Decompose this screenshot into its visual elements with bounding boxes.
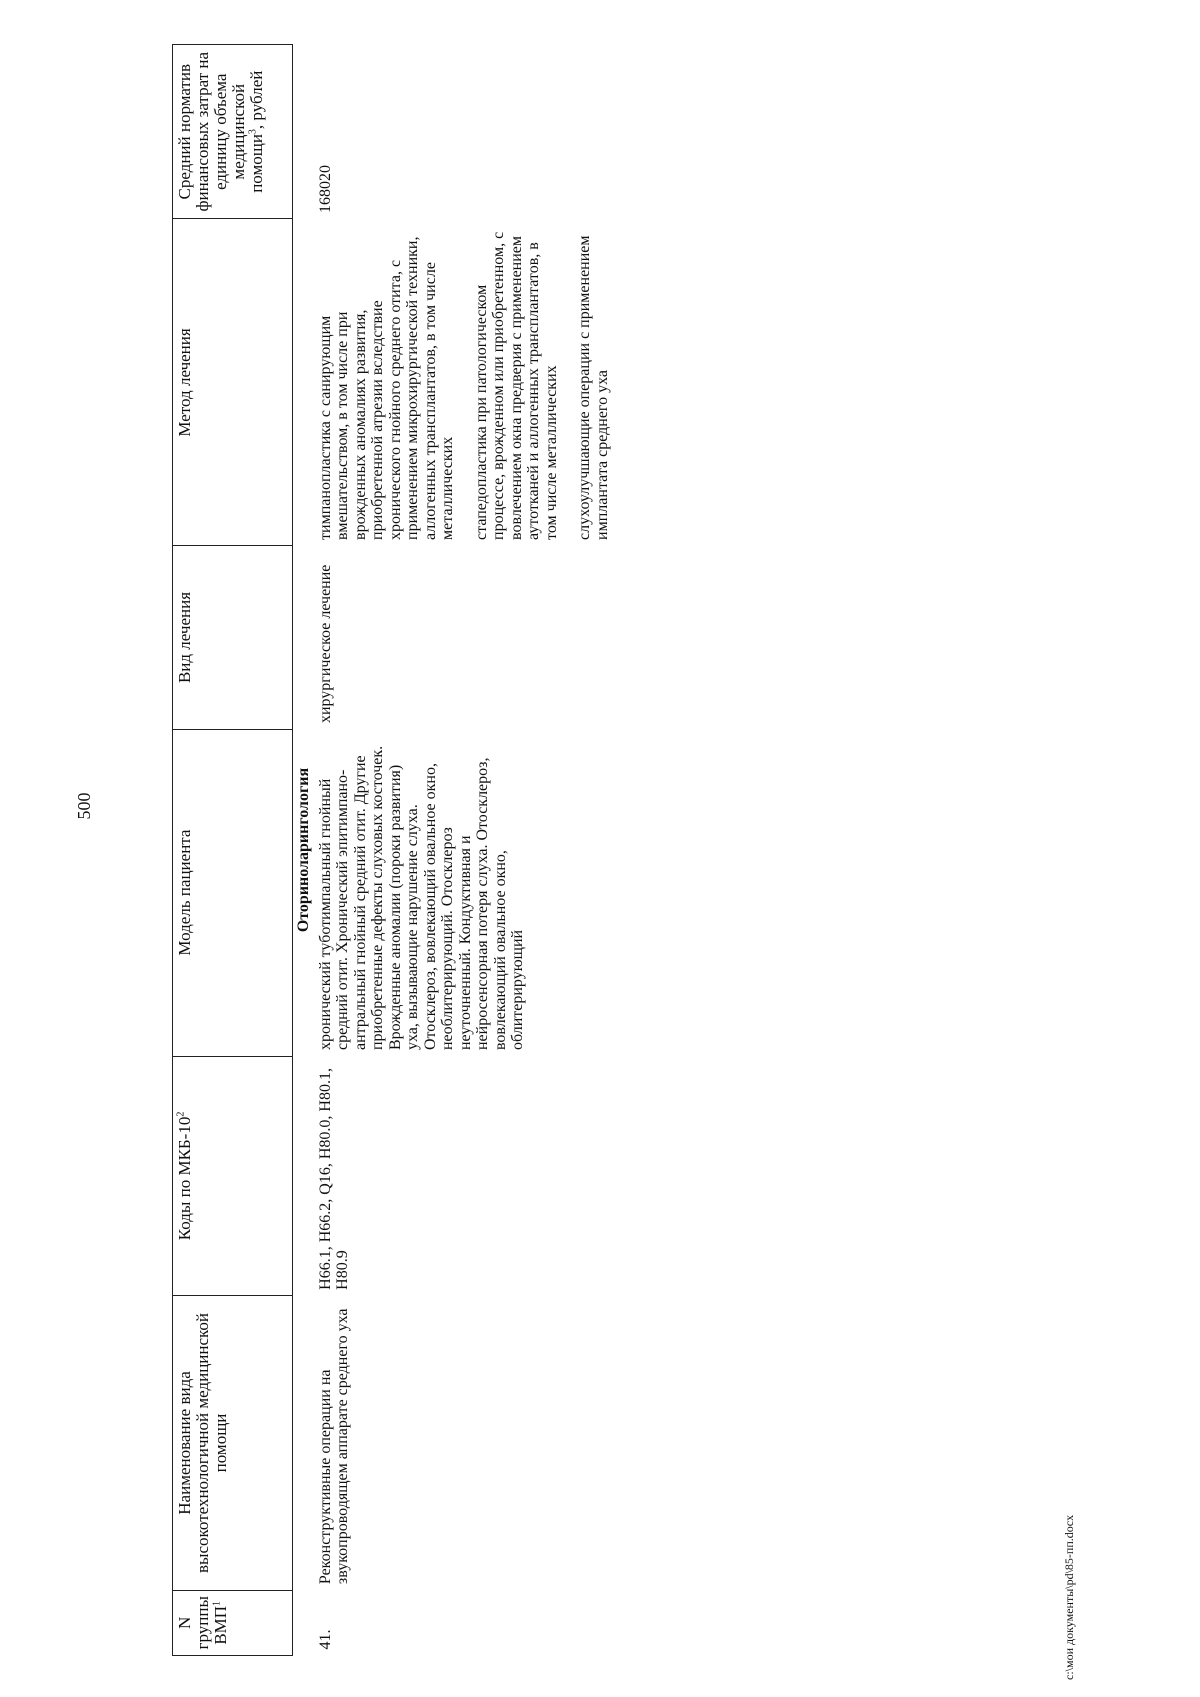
section-row (293, 45, 315, 1656)
method-item-3: слухоулучшающие операции с применением имплантата среднего уха (576, 235, 611, 540)
footer-file-path: c:\мои документы\pd\85-пп.docx (1062, 1514, 1076, 1680)
cell-methods (315, 219, 630, 546)
header-model: Модель пациента (173, 729, 293, 1056)
header-method: Метод лечения (173, 219, 293, 546)
cell-type: хирургическое лечение (316, 564, 334, 724)
cell-name: Реконструктивные операции на звукопроводящем аппарате среднего уха (316, 1308, 351, 1585)
header-group: N группы ВМП$^1$ (173, 1590, 293, 1655)
header-type: Вид лечения (173, 546, 293, 729)
page-number: 500 (74, 792, 94, 820)
section-title: Оториноларингология (295, 767, 312, 933)
cell-model: хронический туботимпальный гнойный средний отит. Хронический эпитимпано-антральный гнойный средний отит. Другие приобретенные дефекты слуховых косточек. Врожденные аномалии (пороки развития) уха, вызывающие нарушение слуха. Отосклероз, вовлекающий овальное окно, необлитерирующий. Отосклероз неуточненный. Кондуктивная и нейросенсорная потеря слуха. Отосклероз, вовлекающий овальное окно, облитерирующий (316, 745, 526, 1051)
vmp-table (172, 44, 629, 1656)
cell-cost: 168020 (316, 164, 334, 213)
header-codes: Коды по МКБ-$10^2$ (173, 1056, 293, 1296)
header-name: Наименование вида высокотехнологичной медицинской помощи (173, 1296, 293, 1590)
rotated-table-sheet (172, 44, 1172, 1656)
table-row (315, 45, 630, 1656)
method-item-1: тимпанопластика с санирующим вмешательством, в том числе при врожденных аномалиях развития, приобретенной атрезии вследствие хронического гнойного среднего отита, с применением микрохирургической техники, аллогенных трансплантатов, в том числе металлических (316, 236, 456, 540)
table-header-row (173, 45, 293, 1656)
header-cost: Средний норматив финансовых затрат на единицу объема медицинской помощи$^3$, рублей (173, 45, 293, 219)
cell-group: 41. (316, 1629, 334, 1650)
cell-codes: H66.1, H66.2, Q16, H80.0, H80.1, H80.9 (316, 1068, 351, 1290)
method-item-2: стапедопластика при патологическом процессе, врожденном или приобретенном, с вовлечением окна предверия с применением аутотканей и аллогенных трансплантатов, в том числе металлических (472, 231, 560, 540)
